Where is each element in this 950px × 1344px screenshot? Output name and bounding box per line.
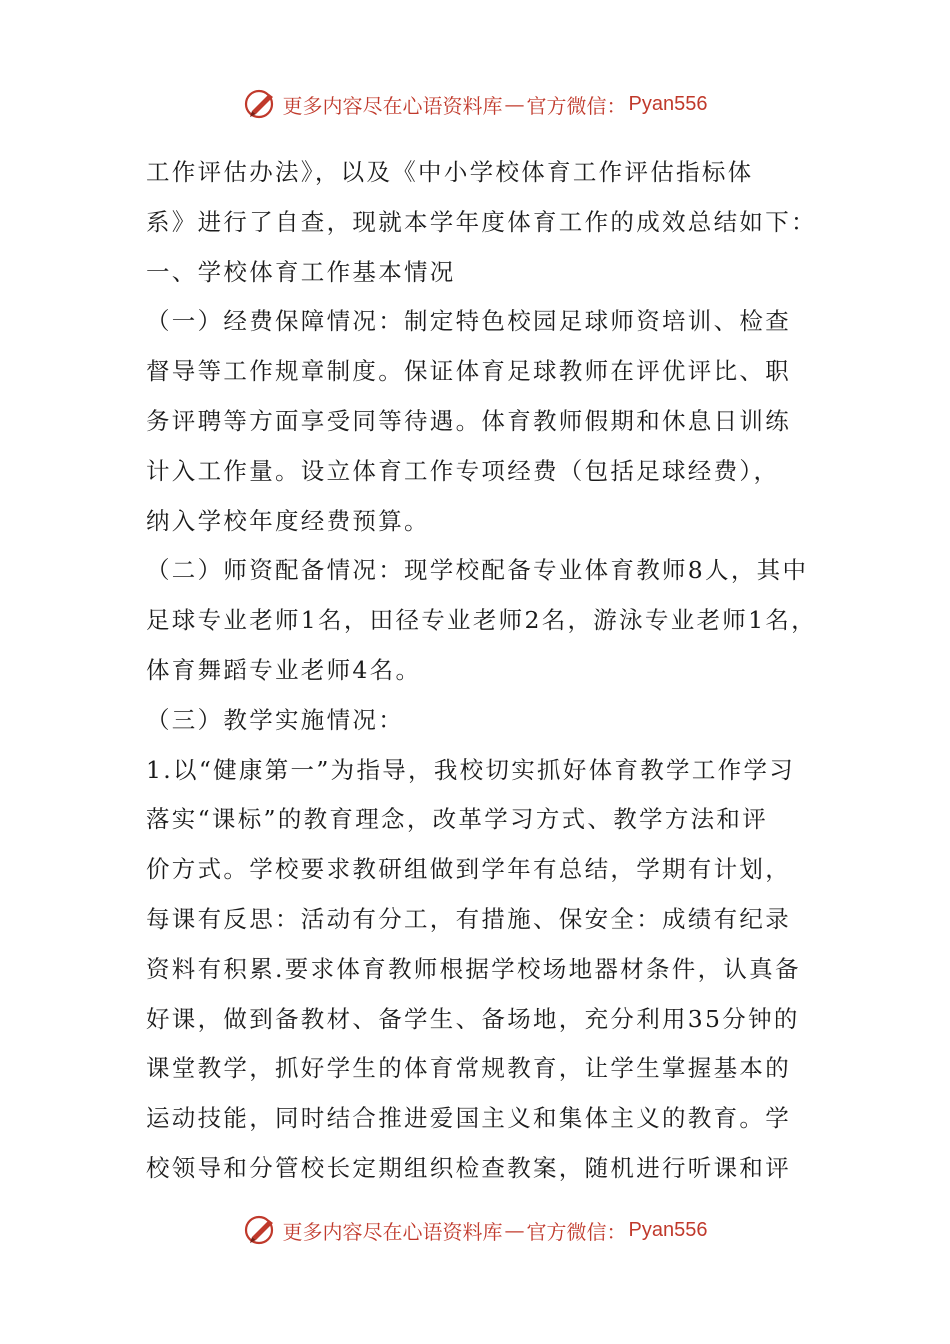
- body-line: 督导等工作规章制度。保证体育足球教师在评优评比、职: [146, 357, 791, 386]
- body-line: 价方式。学校要求教研组做到学年有总结，学期有计划，: [146, 855, 791, 884]
- section-heading: 一、学校体育工作基本情况: [146, 257, 456, 286]
- header-banner: [0, 84, 950, 124]
- banner-wechat-label: 官方微信：: [526, 1219, 627, 1244]
- body-line: 课堂教学，抓好学生的体育常规教育，让学生掌握基本的: [146, 1054, 791, 1083]
- banner-separator: —: [504, 92, 525, 116]
- body-line: 纳入学校年度经费预算。: [146, 506, 430, 535]
- body-line: （一）经费保障情况：制定特色校园足球师资培训、检查: [146, 307, 791, 336]
- body-line: 落实“课标”的教育理念，改革学习方式、教学方法和评: [146, 805, 769, 834]
- body-line: （三）教学实施情况：: [146, 705, 404, 734]
- banner-text: 更多内容尽在心语资料库: [282, 1219, 503, 1244]
- banner-text: 更多内容尽在心语资料库: [282, 93, 503, 118]
- body-line: 每课有反思：活动有分工，有措施、保安全：成绩有纪录: [146, 904, 791, 933]
- body-line: 工作评估办法》，以及《中小学校体育工作评估指标体: [146, 158, 754, 186]
- body-line: 1.以“健康第一”为指导，我校切实抓好体育教学工作学习: [146, 755, 796, 784]
- body-line: 校领导和分管校长定期组织检查教案，随机进行听课和评: [146, 1153, 791, 1182]
- banner-wechat-label: 官方微信：: [526, 93, 627, 118]
- body-line: 好课，做到备教材、备学生、备场地，充分利用35分钟的: [146, 1004, 800, 1033]
- banner-separator: —: [504, 1218, 525, 1242]
- footer-banner: [0, 1210, 950, 1250]
- body-line: 足球专业老师1名，田径专业老师2名，游泳专业老师1名，: [146, 606, 817, 635]
- body-line: 计入工作量。设立体育工作专项经费（包括足球经费），: [146, 456, 780, 485]
- body-line: 运动技能，同时结合推进爱国主义和集体主义的教育。学: [146, 1104, 791, 1133]
- body-line: 务评聘等方面享受同等待遇。体育教师假期和休息日训练: [146, 406, 791, 435]
- body-line: （二）师资配备情况：现学校配备专业体育教师8人，其中: [146, 556, 809, 585]
- pen-logo-icon: [243, 1212, 279, 1248]
- body-line: 系》进行了自查，现就本学年度体育工作的成效总结如下：: [146, 207, 817, 236]
- banner-wechat-id: Pyan556: [628, 92, 708, 115]
- body-line: 资料有积累.要求体育教师根据学校场地器材条件，认真备: [146, 954, 801, 983]
- body-line: 体育舞蹈专业老师4名。: [146, 655, 422, 684]
- document-body: [146, 148, 817, 1194]
- pen-logo-icon: [243, 86, 279, 122]
- banner-wechat-id: Pyan556: [628, 1218, 708, 1241]
